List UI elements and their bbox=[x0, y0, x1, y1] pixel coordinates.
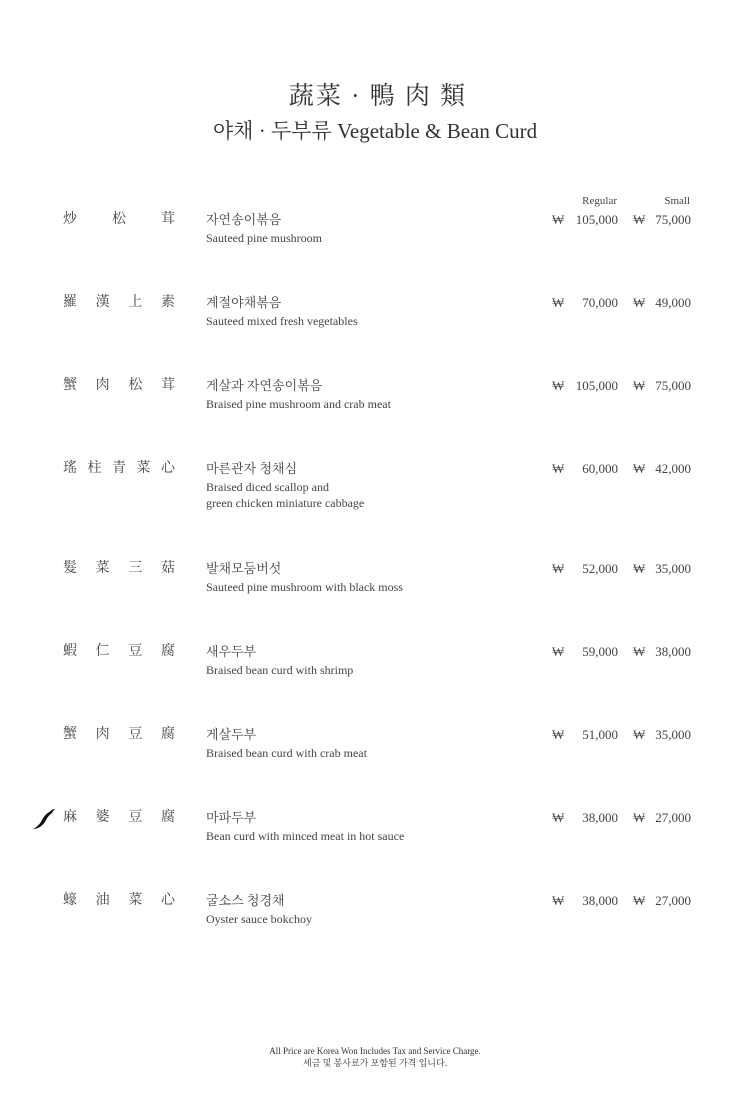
dish-name-english: Bean curd with minced meat in hot sauce bbox=[206, 829, 405, 843]
dish-name-korean: 마파두부 bbox=[206, 810, 257, 825]
menu-item bbox=[0, 891, 750, 951]
dish-description bbox=[206, 642, 536, 678]
dish-name-english: Braised diced scallop and bbox=[206, 480, 329, 494]
won-symbol: ₩ bbox=[552, 378, 565, 393]
won-symbol: ₩ bbox=[552, 461, 565, 476]
menu-item bbox=[0, 459, 750, 519]
won-symbol: ₩ bbox=[633, 893, 646, 908]
dish-description bbox=[206, 808, 536, 844]
dish-name-chinese: 瑤 柱 青 菜 心 bbox=[63, 461, 175, 476]
dish-name-korean: 새우두부 bbox=[206, 644, 257, 659]
dish-description bbox=[206, 725, 536, 761]
regular-price-value: 105,000 bbox=[575, 378, 618, 393]
small-price-value: 75,000 bbox=[655, 212, 691, 227]
small-column-header: Small bbox=[664, 195, 690, 207]
small-price-value: 75,000 bbox=[655, 378, 691, 393]
won-symbol: ₩ bbox=[633, 295, 646, 310]
menu-item bbox=[0, 559, 750, 619]
dish-name-english: Sauteed mixed fresh vegetables bbox=[206, 314, 358, 328]
regular-price-value: 51,000 bbox=[582, 727, 618, 742]
menu-item bbox=[0, 376, 750, 436]
dish-name-korean: 마른관자 청채심 bbox=[206, 461, 298, 476]
title-korean-english: 야채 · 두부류 Vegetable & Bean Curd bbox=[212, 119, 538, 143]
regular-price-value: 52,000 bbox=[582, 561, 618, 576]
won-symbol: ₩ bbox=[552, 727, 565, 742]
dish-description bbox=[206, 293, 536, 329]
dish-description bbox=[206, 210, 536, 246]
dish-name-korean: 자연송이볶음 bbox=[206, 212, 282, 227]
menu-item bbox=[0, 642, 750, 702]
small-price-value: 38,000 bbox=[655, 644, 691, 659]
regular-column-header: Regular bbox=[582, 195, 617, 207]
dish-name-korean: 발채모둠버섯 bbox=[206, 561, 282, 576]
dish-name-korean: 계절야채볶음 bbox=[206, 295, 282, 310]
small-price-value: 42,000 bbox=[655, 461, 691, 476]
small-price-value: 35,000 bbox=[655, 727, 691, 742]
dish-name-korean: 게살과 자연송이볶음 bbox=[206, 378, 323, 393]
dish-name-english: Oyster sauce bokchoy bbox=[206, 912, 312, 926]
chili-pepper-icon bbox=[30, 806, 56, 832]
dish-name-english: Braised bean curd with shrimp bbox=[206, 663, 354, 677]
dish-name-english: Braised pine mushroom and crab meat bbox=[206, 397, 391, 411]
menu-item bbox=[0, 293, 750, 353]
dish-description bbox=[206, 891, 536, 927]
won-symbol: ₩ bbox=[552, 561, 565, 576]
menu-item bbox=[0, 210, 750, 270]
won-symbol: ₩ bbox=[633, 727, 646, 742]
dish-name-english: green chicken miniature cabbage bbox=[206, 496, 365, 510]
dish-name-chinese: 炒 松 茸 bbox=[63, 212, 175, 227]
menu-header bbox=[0, 80, 750, 146]
dish-name-english: Sauteed pine mushroom with black moss bbox=[206, 580, 403, 594]
dish-description bbox=[206, 459, 536, 511]
won-symbol: ₩ bbox=[552, 810, 565, 825]
dish-name-korean: 굴소스 청경채 bbox=[206, 893, 285, 908]
won-symbol: ₩ bbox=[633, 378, 646, 393]
dish-name-chinese: 羅 漢 上 素 bbox=[63, 295, 175, 310]
dish-name-korean: 게살두부 bbox=[206, 727, 257, 742]
won-symbol: ₩ bbox=[633, 561, 646, 576]
won-symbol: ₩ bbox=[552, 893, 565, 908]
won-symbol: ₩ bbox=[552, 295, 565, 310]
dish-name-chinese: 蟹 肉 豆 腐 bbox=[63, 727, 175, 742]
won-symbol: ₩ bbox=[552, 212, 565, 227]
small-price-value: 49,000 bbox=[655, 295, 691, 310]
small-price-value: 27,000 bbox=[655, 810, 691, 825]
dish-name-chinese: 麻 婆 豆 腐 bbox=[63, 810, 175, 825]
dish-name-english: Braised bean curd with crab meat bbox=[206, 746, 367, 760]
dish-name-chinese: 蠔 油 菜 心 bbox=[63, 893, 175, 908]
small-price-value: 35,000 bbox=[655, 561, 691, 576]
won-symbol: ₩ bbox=[552, 644, 565, 659]
regular-price-value: 38,000 bbox=[582, 810, 618, 825]
menu-item bbox=[0, 808, 750, 868]
regular-price-value: 70,000 bbox=[582, 295, 618, 310]
won-symbol: ₩ bbox=[633, 810, 646, 825]
footnote-english: All Price are Korea Won Includes Tax and Service Charge. bbox=[269, 1046, 481, 1056]
dish-name-chinese: 蝦 仁 豆 腐 bbox=[63, 644, 175, 659]
regular-price-value: 105,000 bbox=[575, 212, 618, 227]
regular-price-value: 59,000 bbox=[582, 644, 618, 659]
regular-price-value: 60,000 bbox=[582, 461, 618, 476]
won-symbol: ₩ bbox=[633, 644, 646, 659]
title-chinese: 蔬菜 · 鴨 肉 類 bbox=[288, 83, 468, 110]
won-symbol: ₩ bbox=[633, 212, 646, 227]
price-footnote bbox=[0, 1045, 750, 1069]
dish-description bbox=[206, 559, 536, 595]
regular-price-value: 38,000 bbox=[582, 893, 618, 908]
dish-description bbox=[206, 376, 536, 412]
footnote-korean: 세금 및 봉사료가 포함된 가격 입니다. bbox=[303, 1058, 447, 1068]
dish-name-chinese: 蟹 肉 松 茸 bbox=[63, 378, 175, 393]
dish-name-chinese: 髮 菜 三 菇 bbox=[63, 561, 175, 576]
dish-name-english: Sauteed pine mushroom bbox=[206, 231, 322, 245]
menu-item bbox=[0, 725, 750, 785]
won-symbol: ₩ bbox=[633, 461, 646, 476]
price-column-headers bbox=[540, 195, 692, 211]
small-price-value: 27,000 bbox=[655, 893, 691, 908]
